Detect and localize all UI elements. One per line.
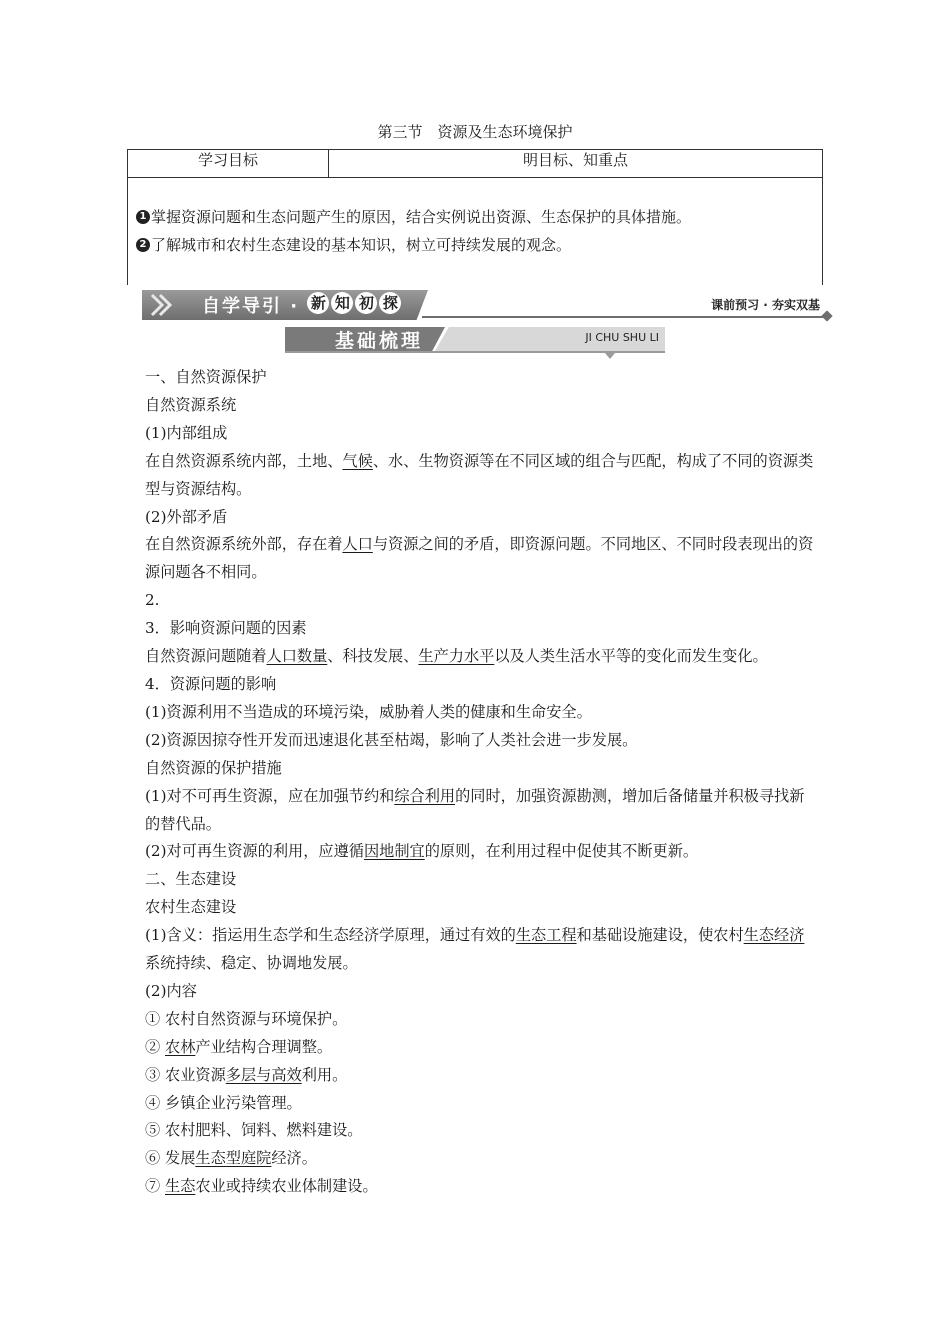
list-item (145, 1034, 815, 1062)
triangle-down-icon (605, 353, 615, 359)
banner-subtitle: 课前预习 · 夯实双基 (711, 298, 820, 312)
text: 产业结构合理调整。 (195, 1037, 333, 1056)
circle-char: 知 (331, 292, 353, 314)
text: 在自然资源系统内部，土地、 (145, 451, 343, 470)
text: ③ 农业资源 (145, 1065, 226, 1084)
goal-text: 掌握资源问题和生态问题产生的原因，结合实例说出资源、生态保护的具体措施。 (151, 208, 692, 226)
fill-answer: 生态 (165, 1177, 196, 1196)
fill-answer: 农林 (165, 1037, 196, 1056)
list-item: ④ 乡镇企业污染管理。 (145, 1093, 302, 1112)
subheading: 自然资源的保护措施 (145, 758, 282, 777)
text: 在自然资源系统外部，存在着 (145, 535, 343, 554)
text: (2)对可再生资源的利用，应遵循 (145, 842, 364, 861)
fill-answer: 多层与高效 (225, 1065, 302, 1084)
circle-char: 新 (307, 292, 329, 314)
list-item (145, 1145, 815, 1173)
subheading: 自然资源系统 (145, 395, 237, 414)
item-label: 3．影响资源问题的因素 (145, 619, 307, 638)
text: 自然资源问题随着 (145, 647, 267, 666)
fill-answer: 生态工程 (515, 926, 577, 945)
paragraph (145, 448, 815, 504)
learning-goals-table (127, 149, 823, 285)
main-content (145, 364, 815, 1201)
circle-char: 初 (355, 292, 377, 314)
goal-number-badge: 1 (136, 210, 150, 224)
list-item (145, 1062, 815, 1090)
paragraph (145, 922, 815, 978)
fill-answer: 人口 (342, 535, 373, 554)
item-label: 4．资源问题的影响 (145, 674, 277, 693)
fill-answer: 人口数量 (266, 647, 328, 666)
goal-item (136, 231, 822, 259)
circle-char: 探 (379, 292, 401, 314)
goals-header-row (128, 150, 822, 178)
item-label: (2)外部矛盾 (145, 507, 228, 526)
text: 以及人类生活水平等的变化而发生变化。 (494, 647, 768, 666)
text: 与资源之间的矛盾，即资源问题。不同地区、不同时段表现出的资源问题各不相同。 (145, 535, 814, 582)
goal-number-badge: 2 (136, 238, 150, 252)
fill-answer: 生态经济 (743, 926, 805, 945)
paragraph: (1)资源利用不当造成的环境污染，威胁着人类的健康和生命安全。 (145, 702, 592, 721)
list-item: ⑤ 农村肥料、饲料、燃料建设。 (145, 1121, 363, 1140)
goal-text: 了解城市和农村生态建设的基本知识，树立可持续发展的观念。 (151, 236, 572, 254)
text: ⑥ 发展 (145, 1149, 196, 1168)
paragraph: (2)资源因掠夺性开发而迅速退化甚至枯竭，影响了人类社会进一步发展。 (145, 730, 638, 749)
fill-answer: 生产力水平 (418, 647, 495, 666)
text: (1)对不可再生资源，应在加强节约和 (145, 786, 395, 805)
text: ⑦ (145, 1177, 166, 1196)
fill-answer: 综合利用 (394, 786, 456, 805)
sub-banner-pinyin: JI CHU SHU LI (585, 331, 659, 344)
paragraph (145, 783, 815, 839)
banner-title-text: 自学导引 · (202, 296, 300, 317)
paragraph (145, 531, 815, 587)
goals-header-right: 明目标、知重点 (522, 151, 628, 169)
text: 、水、生物资源等在不同区域的组合与匹配，构成了不同的资源类型与资源结构。 (145, 451, 814, 498)
text: ② (145, 1037, 166, 1056)
chevron-right-icon (148, 293, 172, 317)
item-label: (2)内容 (145, 981, 197, 1000)
section-title: 第三节 资源及生态环境保护 (377, 123, 573, 141)
self-study-banner (142, 290, 832, 320)
text: 系统持续、稳定、协调地发展。 (145, 954, 358, 973)
goals-body (128, 178, 822, 259)
fill-answer: 气候 (342, 451, 373, 470)
fill-answer: 生态型庭院 (195, 1149, 272, 1168)
goal-item (136, 203, 822, 231)
item-label: (1)内部组成 (145, 423, 228, 442)
banner-title (202, 292, 401, 318)
text: 和基础设施建设，使农村 (576, 926, 744, 945)
text: 的原则，在利用过程中促使其不断更新。 (424, 842, 699, 861)
text: 经济。 (271, 1149, 317, 1168)
list-item (145, 1173, 815, 1201)
subheading: 农村生态建设 (145, 898, 237, 917)
list-item: ① 农村自然资源与环境保护。 (145, 1009, 348, 1028)
heading-2: 二、生态建设 (145, 870, 237, 889)
banner-circle-chars (307, 292, 401, 314)
heading-1: 一、自然资源保护 (145, 368, 267, 386)
fill-answer: 因地制宜 (363, 842, 425, 861)
paragraph (145, 643, 815, 671)
diamond-icon (821, 310, 832, 321)
sub-banner-title: 基础梳理 (335, 330, 424, 352)
goals-header-left: 学习目标 (128, 150, 329, 177)
banner-rule (422, 316, 826, 318)
text: (1)含义：指运用生态学和生态经济学原理，通过有效的 (145, 926, 516, 945)
text: 的同时，加强资源勘测，增加后备储量并积极寻找新的替代品。 (145, 786, 805, 833)
paragraph (145, 838, 815, 866)
text: 农业或持续农业体制建设。 (195, 1177, 378, 1196)
item-label: 2. (145, 591, 160, 610)
basic-review-banner (285, 325, 665, 355)
text: 利用。 (301, 1065, 348, 1084)
text: 、科技发展、 (327, 647, 419, 666)
